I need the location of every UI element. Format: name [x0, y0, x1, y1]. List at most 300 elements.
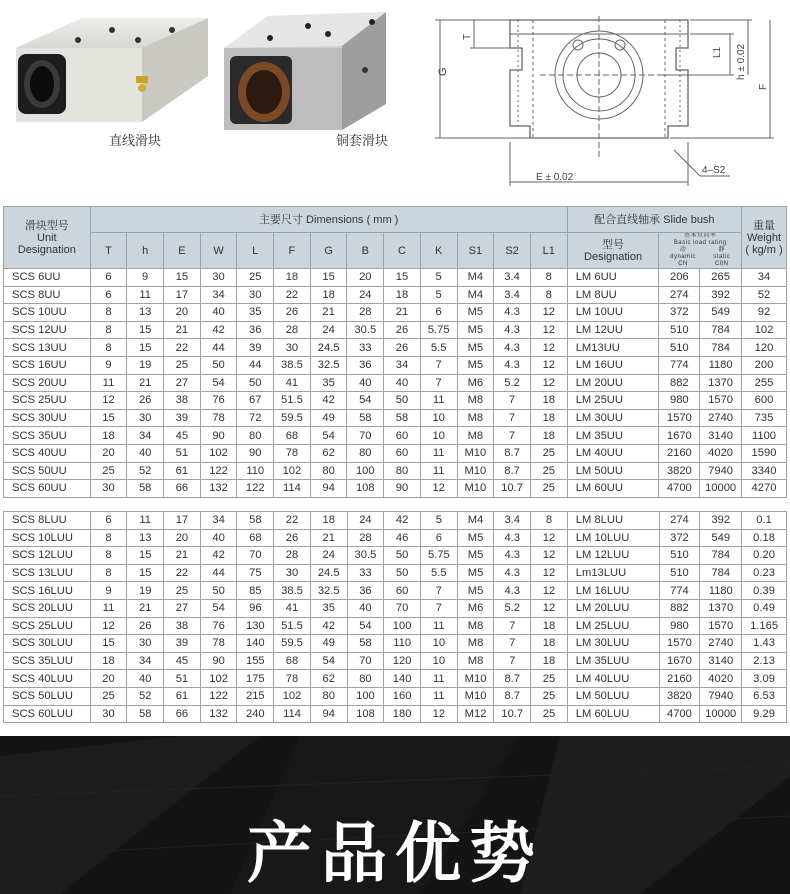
value-cell: 42	[310, 392, 347, 410]
bush-model-cell: LM 40UU	[567, 444, 659, 462]
value-cell: 774	[659, 356, 700, 374]
value-cell: 4.3	[494, 339, 531, 357]
value-cell: 274	[659, 512, 700, 530]
value-cell: 6	[90, 269, 127, 287]
model-cell: SCS 35LUU	[4, 652, 91, 670]
value-cell: 3.4	[494, 286, 531, 304]
value-cell: 30	[274, 564, 311, 582]
value-cell: 140	[384, 670, 421, 688]
value-cell: 100	[347, 462, 384, 480]
value-cell: 8.7	[494, 670, 531, 688]
header-weight	[741, 207, 786, 269]
value-cell: 30.5	[347, 547, 384, 565]
value-cell: 80	[310, 687, 347, 705]
value-cell: 18	[90, 427, 127, 445]
value-cell: 25	[90, 687, 127, 705]
value-cell: 42	[200, 547, 237, 565]
value-cell: 30	[274, 339, 311, 357]
value-cell: 17	[164, 286, 201, 304]
value-cell: 21	[310, 529, 347, 547]
bush-model-cell: LM 12LUU	[567, 547, 659, 565]
header-model-unit: Unit	[37, 231, 57, 244]
value-cell: 21	[310, 304, 347, 322]
value-cell: 132	[200, 705, 237, 723]
value-cell: 58	[127, 480, 164, 498]
value-cell: 80	[347, 444, 384, 462]
value-cell: 8	[90, 304, 127, 322]
value-cell: 1570	[700, 617, 742, 635]
value-cell: M8	[457, 635, 494, 653]
table-row	[4, 529, 787, 547]
value-cell: 9	[90, 356, 127, 374]
header-load-cn: 基本负荷率	[683, 233, 717, 239]
value-cell: 5.75	[420, 321, 457, 339]
value-cell: 58	[384, 409, 421, 427]
bush-model-cell: LM 25LUU	[567, 617, 659, 635]
value-cell: 80	[310, 462, 347, 480]
bush-model-cell: LM13UU	[567, 339, 659, 357]
value-cell: 12	[531, 564, 568, 582]
value-cell: 3820	[659, 687, 700, 705]
value-cell: 10000	[700, 480, 742, 498]
value-cell: 0.49	[742, 599, 787, 617]
value-cell: 13	[127, 304, 164, 322]
bush-model-cell: LM 60LUU	[567, 705, 659, 723]
value-cell: 7	[494, 635, 531, 653]
value-cell: 78	[274, 444, 311, 462]
value-cell: 8.7	[494, 687, 531, 705]
model-cell: SCS 16LUU	[4, 582, 91, 600]
value-cell: 20	[164, 529, 201, 547]
value-cell: 12	[531, 582, 568, 600]
value-cell: 78	[200, 635, 237, 653]
value-cell: 108	[347, 480, 384, 498]
table-row	[4, 392, 787, 410]
value-cell: 40	[200, 304, 237, 322]
value-cell: 90	[237, 444, 274, 462]
value-cell: 2160	[659, 670, 700, 688]
value-cell: 68	[274, 427, 311, 445]
value-cell: 25	[531, 687, 568, 705]
value-cell: 38.5	[274, 582, 311, 600]
model-cell: SCS 35UU	[4, 427, 91, 445]
table-row	[4, 512, 787, 530]
table-row	[4, 321, 787, 339]
value-cell: 70	[347, 427, 384, 445]
value-cell: 18	[531, 652, 568, 670]
model-cell: SCS 30UU	[4, 409, 91, 427]
value-cell: 100	[384, 617, 421, 635]
value-cell: 1570	[700, 392, 742, 410]
value-cell: 25	[237, 269, 274, 287]
header-load-rating	[659, 233, 742, 269]
photo-caption-slide-block: 直线滑块	[108, 134, 161, 149]
value-cell: 2160	[659, 444, 700, 462]
dim-label-s2: 4–S2	[702, 165, 726, 176]
value-cell: 140	[237, 635, 274, 653]
value-cell: 110	[384, 635, 421, 653]
value-cell: 4020	[700, 444, 742, 462]
value-cell: 54	[310, 652, 347, 670]
value-cell: 18	[530, 427, 567, 445]
bush-model-cell: LM 30UU	[567, 409, 659, 427]
value-cell: 60	[384, 444, 421, 462]
value-cell: 50	[384, 547, 421, 565]
value-cell: 12	[531, 599, 568, 617]
value-cell: 4.3	[494, 304, 531, 322]
value-cell: 10.7	[494, 480, 531, 498]
value-cell: 21	[127, 599, 164, 617]
value-cell: 1370	[700, 374, 742, 392]
value-cell: 61	[164, 687, 201, 705]
value-cell: 25	[164, 356, 201, 374]
value-cell: 51	[164, 444, 201, 462]
value-cell: 44	[237, 356, 274, 374]
value-cell: 24	[310, 547, 347, 565]
value-cell: 19	[127, 582, 164, 600]
value-cell: M5	[457, 321, 494, 339]
value-cell: M10	[457, 462, 494, 480]
value-cell: 15	[127, 564, 164, 582]
value-cell: 10	[420, 652, 457, 670]
value-cell: 32.5	[310, 356, 347, 374]
value-cell: 5	[420, 286, 457, 304]
value-cell: 70	[347, 652, 384, 670]
header-bush-des: Designation	[584, 250, 643, 263]
value-cell: 25	[530, 462, 567, 480]
value-cell: 51.5	[274, 392, 311, 410]
value-cell: 6.53	[742, 687, 787, 705]
col-header: C	[384, 233, 421, 269]
bush-model-cell: LM 40LUU	[567, 670, 659, 688]
model-cell: SCS 8UU	[4, 286, 91, 304]
bush-model-cell: LM 35UU	[567, 427, 659, 445]
value-cell: 85	[237, 582, 274, 600]
col-header: L1	[530, 233, 567, 269]
value-cell: 90	[384, 480, 421, 498]
col-header: E	[164, 233, 201, 269]
header-model	[4, 207, 91, 269]
value-cell: 21	[384, 304, 421, 322]
value-cell: 7	[494, 409, 531, 427]
value-cell: 5.5	[420, 564, 457, 582]
technical-drawing	[430, 0, 790, 195]
value-cell: 6	[420, 529, 457, 547]
value-cell: 41	[274, 374, 311, 392]
value-cell: 52	[741, 286, 786, 304]
value-cell: 5.2	[494, 374, 531, 392]
value-cell: 13	[127, 529, 164, 547]
value-cell: 25	[164, 582, 201, 600]
value-cell: 1100	[741, 427, 786, 445]
value-cell: 25	[530, 480, 567, 498]
value-cell: 54	[310, 427, 347, 445]
value-cell: 58	[237, 512, 274, 530]
table-row	[4, 635, 787, 653]
value-cell: 50	[200, 356, 237, 374]
value-cell: 58	[347, 635, 384, 653]
dim-label-t: T	[462, 33, 473, 40]
photo-caption-bronze-block: 铜套滑块	[335, 134, 388, 149]
table-row	[4, 462, 787, 480]
value-cell: 5.75	[420, 547, 457, 565]
value-cell: M4	[457, 286, 494, 304]
value-cell: 50	[384, 392, 421, 410]
value-cell: M5	[457, 582, 494, 600]
value-cell: 7	[494, 392, 531, 410]
value-cell: 12	[531, 547, 568, 565]
value-cell: M8	[457, 409, 494, 427]
col-header: L	[237, 233, 274, 269]
value-cell: 6	[420, 304, 457, 322]
value-cell: 784	[700, 339, 742, 357]
value-cell: M6	[457, 374, 494, 392]
value-cell: 8	[90, 547, 127, 565]
value-cell: 3140	[700, 652, 742, 670]
value-cell: 7	[494, 427, 531, 445]
bush-model-cell: LM 6UU	[567, 269, 659, 287]
value-cell: 25	[530, 444, 567, 462]
table-row	[4, 652, 787, 670]
value-cell: 40	[127, 444, 164, 462]
value-cell: 15	[90, 635, 127, 653]
value-cell: 10	[420, 635, 457, 653]
value-cell: 15	[127, 321, 164, 339]
value-cell: 62	[310, 670, 347, 688]
value-cell: 1570	[659, 635, 700, 653]
table-row	[4, 269, 787, 287]
value-cell: 206	[659, 269, 700, 287]
col-header: F	[274, 233, 311, 269]
value-cell: 45	[164, 427, 201, 445]
value-cell: 5.2	[494, 599, 531, 617]
value-cell: 62	[310, 444, 347, 462]
value-cell: 102	[741, 321, 786, 339]
value-cell: 49	[310, 409, 347, 427]
value-cell: 34	[127, 427, 164, 445]
value-cell: 22	[164, 564, 201, 582]
value-cell: 42	[200, 321, 237, 339]
value-cell: 26	[127, 392, 164, 410]
value-cell: 78	[274, 670, 311, 688]
value-cell: 38.5	[274, 356, 311, 374]
header-bush-cn: 型号	[602, 238, 625, 251]
value-cell: 80	[347, 670, 384, 688]
value-cell: 18	[274, 269, 311, 287]
value-cell: 36	[347, 582, 384, 600]
value-cell: 21	[127, 374, 164, 392]
value-cell: 33	[347, 339, 384, 357]
table-row	[4, 547, 787, 565]
value-cell: 66	[164, 705, 201, 723]
value-cell: 12	[530, 374, 567, 392]
value-cell: 25	[531, 670, 568, 688]
dim-label-f: F	[758, 83, 769, 90]
value-cell: 4.3	[494, 582, 531, 600]
col-header: S1	[457, 233, 494, 269]
value-cell: 255	[741, 374, 786, 392]
banner-title: 产品优势	[247, 815, 543, 892]
col-header: S2	[494, 233, 531, 269]
value-cell: 54	[200, 599, 237, 617]
header-static-sym: C0N	[715, 261, 729, 267]
value-cell: 11	[420, 392, 457, 410]
model-cell: SCS 25UU	[4, 392, 91, 410]
value-cell: 175	[237, 670, 274, 688]
value-cell: 27	[164, 599, 201, 617]
value-cell: 34	[741, 269, 786, 287]
value-cell: 8	[531, 512, 568, 530]
value-cell: 114	[274, 705, 311, 723]
value-cell: 7	[494, 652, 531, 670]
value-cell: 58	[127, 705, 164, 723]
bush-model-cell: LM 25UU	[567, 392, 659, 410]
value-cell: 392	[700, 512, 742, 530]
value-cell: 11	[420, 462, 457, 480]
value-cell: 25	[531, 705, 568, 723]
value-cell: M4	[457, 269, 494, 287]
table-row	[4, 599, 787, 617]
value-cell: 11	[90, 374, 127, 392]
value-cell: 30	[237, 286, 274, 304]
value-cell: 18	[90, 652, 127, 670]
value-cell: 30	[90, 705, 127, 723]
value-cell: 90	[200, 652, 237, 670]
value-cell: 24.5	[310, 564, 347, 582]
bush-model-cell: LM 16LUU	[567, 582, 659, 600]
value-cell: 7940	[700, 462, 742, 480]
value-cell: 2.13	[742, 652, 787, 670]
value-cell: 12	[530, 321, 567, 339]
value-cell: 9	[90, 582, 127, 600]
header-dimensions: 主要尺寸 Dimensions ( mm )	[90, 207, 567, 233]
value-cell: 44	[200, 564, 237, 582]
value-cell: M4	[457, 512, 494, 530]
value-cell: 122	[237, 480, 274, 498]
spec-table-uu	[3, 206, 787, 498]
col-header: K	[420, 233, 457, 269]
value-cell: 41	[274, 599, 311, 617]
table-row	[4, 480, 787, 498]
value-cell: 4700	[659, 705, 700, 723]
table-row	[4, 374, 787, 392]
value-cell: 49	[310, 635, 347, 653]
value-cell: 11	[420, 670, 457, 688]
table-row	[4, 687, 787, 705]
value-cell: 34	[384, 356, 421, 374]
value-cell: 94	[310, 705, 347, 723]
value-cell: 26	[127, 617, 164, 635]
value-cell: 155	[237, 652, 274, 670]
bush-model-cell: LM 8UU	[567, 286, 659, 304]
table-row	[4, 286, 787, 304]
value-cell: 34	[200, 286, 237, 304]
value-cell: 1180	[700, 356, 742, 374]
dim-label-e: E ± 0.02	[536, 172, 574, 183]
bush-model-cell: LM 50UU	[567, 462, 659, 480]
value-cell: 24	[347, 512, 384, 530]
header-dynamic-sym: CN	[678, 261, 688, 267]
value-cell: 5	[420, 269, 457, 287]
bush-model-cell: LM 10LUU	[567, 529, 659, 547]
value-cell: 549	[700, 304, 742, 322]
value-cell: 9.29	[742, 705, 787, 723]
value-cell: 25	[90, 462, 127, 480]
value-cell: 10	[420, 427, 457, 445]
value-cell: 6	[90, 512, 127, 530]
value-cell: 980	[659, 392, 700, 410]
value-cell: 1570	[659, 409, 700, 427]
value-cell: 3.4	[494, 512, 531, 530]
value-cell: 510	[659, 339, 700, 357]
table-body-uu	[4, 269, 787, 498]
value-cell: 5.5	[420, 339, 457, 357]
value-cell: M8	[457, 427, 494, 445]
value-cell: 46	[384, 529, 421, 547]
value-cell: M5	[457, 547, 494, 565]
table-row	[4, 705, 787, 723]
table-row	[4, 409, 787, 427]
value-cell: 8	[530, 286, 567, 304]
value-cell: 32.5	[310, 582, 347, 600]
linear-slide-block-photo	[12, 10, 212, 132]
value-cell: 18	[530, 392, 567, 410]
value-cell: M5	[457, 356, 494, 374]
value-cell: 35	[310, 599, 347, 617]
value-cell: 24.5	[310, 339, 347, 357]
value-cell: 38	[164, 392, 201, 410]
value-cell: 15	[384, 269, 421, 287]
value-cell: 2740	[700, 635, 742, 653]
value-cell: 372	[659, 304, 700, 322]
value-cell: 15	[164, 269, 201, 287]
value-cell: 3.09	[742, 670, 787, 688]
value-cell: 102	[274, 462, 311, 480]
value-cell: 200	[741, 356, 786, 374]
value-cell: 50	[237, 374, 274, 392]
value-cell: 102	[200, 670, 237, 688]
table-row	[4, 617, 787, 635]
value-cell: 774	[659, 582, 700, 600]
value-cell: 4.3	[494, 529, 531, 547]
value-cell: 4.3	[494, 547, 531, 565]
value-cell: 54	[347, 617, 384, 635]
value-cell: 392	[700, 286, 742, 304]
value-cell: 980	[659, 617, 700, 635]
value-cell: 75	[237, 564, 274, 582]
value-cell: 28	[274, 547, 311, 565]
value-cell: 265	[700, 269, 742, 287]
value-cell: 60	[384, 582, 421, 600]
value-cell: 66	[164, 480, 201, 498]
value-cell: 102	[274, 687, 311, 705]
value-cell: 122	[200, 462, 237, 480]
value-cell: 784	[700, 321, 742, 339]
value-cell: 11	[127, 512, 164, 530]
value-cell: 28	[347, 529, 384, 547]
table-row	[4, 582, 787, 600]
value-cell: 20	[164, 304, 201, 322]
value-cell: 51	[164, 670, 201, 688]
value-cell: 33	[347, 564, 384, 582]
header-weight-cn: 重量	[752, 219, 775, 232]
value-cell: 52	[127, 462, 164, 480]
table-row	[4, 427, 787, 445]
value-cell: 3340	[741, 462, 786, 480]
value-cell: 60	[384, 427, 421, 445]
value-cell: 54	[347, 392, 384, 410]
col-header: W	[200, 233, 237, 269]
